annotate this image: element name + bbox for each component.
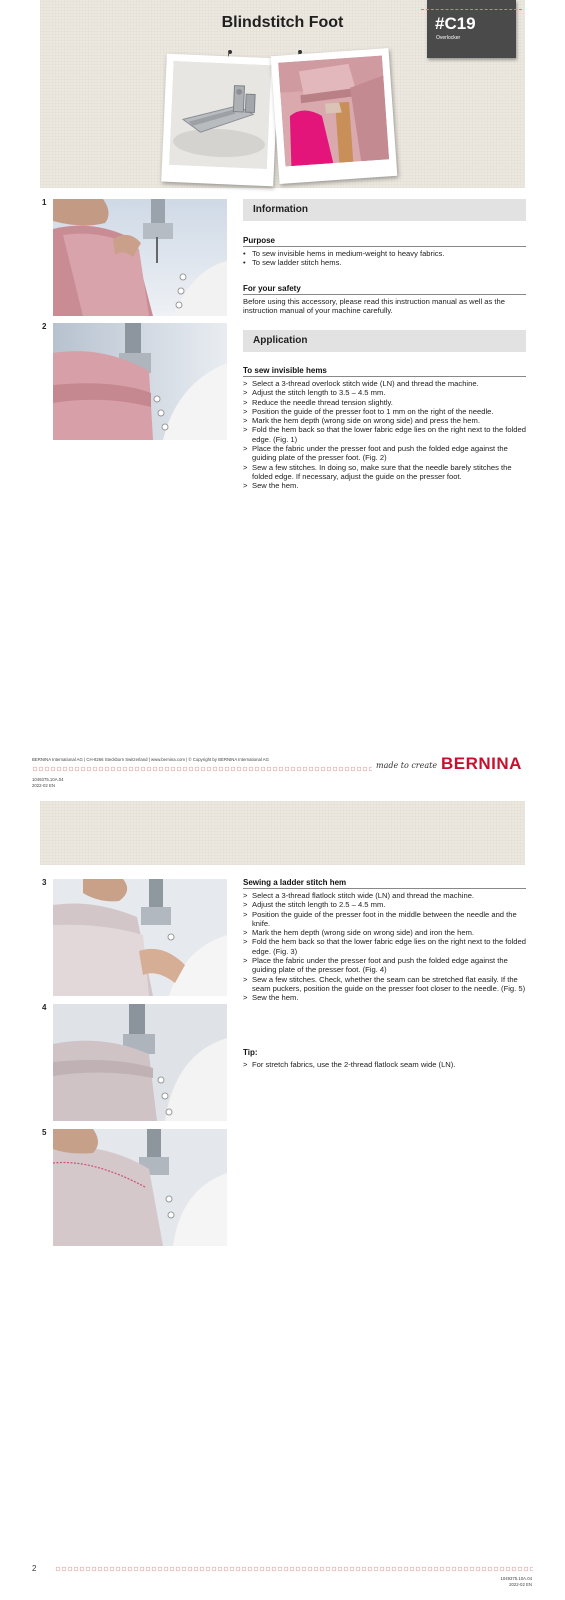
list-item: > Fold the hem back so that the lower fabric edge lies on the right next to the folded edge. (Fig. 1) [243,425,526,444]
list-item: > Mark the hem depth (wrong side on wrong side) and iron the hem. [243,928,475,938]
invisible-hems-steps [243,379,526,491]
figure-5-image [53,1129,227,1246]
photo-hem-result [271,48,398,184]
application-section-bar [243,330,526,352]
list-item: > Position the guide of the presser foot to 1 mm on the right of the needle. [243,406,494,416]
information-heading: Information [253,204,308,215]
purpose-list [243,249,526,268]
figure-label: 3 [42,878,47,887]
list-item: > Fold the hem back so that the lower fabric edge lies on the right next to the folded edge. (Fig. 3) [243,937,526,956]
list-item: > Sew the hem. [243,481,299,491]
list-item: > Reduce the needle thread tension slightly. [243,397,393,407]
safety-heading: For your safety [243,284,526,295]
tag-number: #C19 [435,14,476,33]
purpose-heading: Purpose [243,236,526,247]
list-item: > Sew a few stitches. Check, whether the seam can be stretched flat easily. If the seam puckers, position the guide on the presser foot closer to the needle. (Fig. 5) [243,974,526,993]
figure-4-image [53,1004,227,1121]
list-item: > Place the fabric under the presser foot and push the folded edge against the guiding plate of the presser foot. (Fig. 2) [243,444,508,463]
photo-presser-foot [161,54,278,187]
list-item: > Position the guide of the presser foot in the middle between the needle and the knife. [243,909,517,928]
list-item: > Select a 3-thread flatlock stitch wide (LN) and thread the machine. [243,891,475,900]
application-heading: Application [253,335,308,346]
page-number: 2 [32,1564,37,1573]
list-item: > For stretch fabrics, use the 2-thread flatlock seam wide (LN). [243,1060,456,1069]
list-item: > Sew the hem. [243,993,299,1003]
invisible-hems-heading: To sew invisible hems [243,366,526,377]
wave-divider [32,766,372,772]
doc-code: 1049375.10A.04 [32,777,64,782]
figure-2-image [53,323,227,440]
figure-label: 1 [42,198,47,207]
page2-banner [40,801,525,865]
figure-1-image [53,199,227,316]
list-item: > Mark the hem depth (wrong side on wrong side) and press the hem. [243,416,480,426]
page-title: Blindstitch Foot [221,14,344,31]
bernina-logo: BERNINA [441,754,522,773]
list-item: > Select a 3-thread overlock stitch wide (LN) and thread the machine. [243,379,479,388]
hem-result-image [278,56,389,167]
list-item: > Place the fabric under the presser foot and push the folded edge against the guiding plate of the presser foot. (Fig. 4) [243,956,508,975]
tip-heading: Tip: [243,1048,258,1057]
list-item: • To sew ladder stitch hems. [243,258,342,268]
presser-foot-image [169,61,271,169]
list-item: • To sew invisible hems in medium-weight to heavy fabrics. [243,249,445,258]
safety-text: Before using this accessory, please read this instruction manual as well as the instruction manual of your machine carefully. [243,297,505,316]
figure-3-image [53,879,227,996]
ladder-stitch-heading: Sewing a ladder stitch hem [243,878,526,889]
made-to-create: made to create [376,761,438,770]
tip-list [243,1060,526,1069]
doc-date: 2022-02 EN [32,783,55,788]
ladder-stitch-steps [243,891,526,1003]
list-item: > Adjust the stitch length to 3.5 – 4.5 mm. [243,388,386,398]
list-item: > Adjust the stitch length to 2.5 – 4.5 mm. [243,900,386,910]
product-tag [427,0,516,58]
figure-label: 5 [42,1128,47,1137]
doc-date: 2022-02 EN [509,1582,532,1587]
wave-divider [55,1566,533,1572]
figure-label: 2 [42,322,47,331]
information-section-bar [243,199,526,221]
figure-label: 4 [42,1003,47,1012]
tag-subtitle: Overlocker [436,35,461,41]
doc-code: 1049375.10A.04 [500,1576,532,1581]
list-item: > Sew a few stitches. In doing so, make sure that the needle barely stitches the folded edge. If necessary, adjust the guide on the presser foot. [243,462,512,481]
company-line: BERNINA International AG | CH-8266 Steckborn Switzerland | www.bernina.com | © Copyright by BERNINA International AG [32,757,269,762]
